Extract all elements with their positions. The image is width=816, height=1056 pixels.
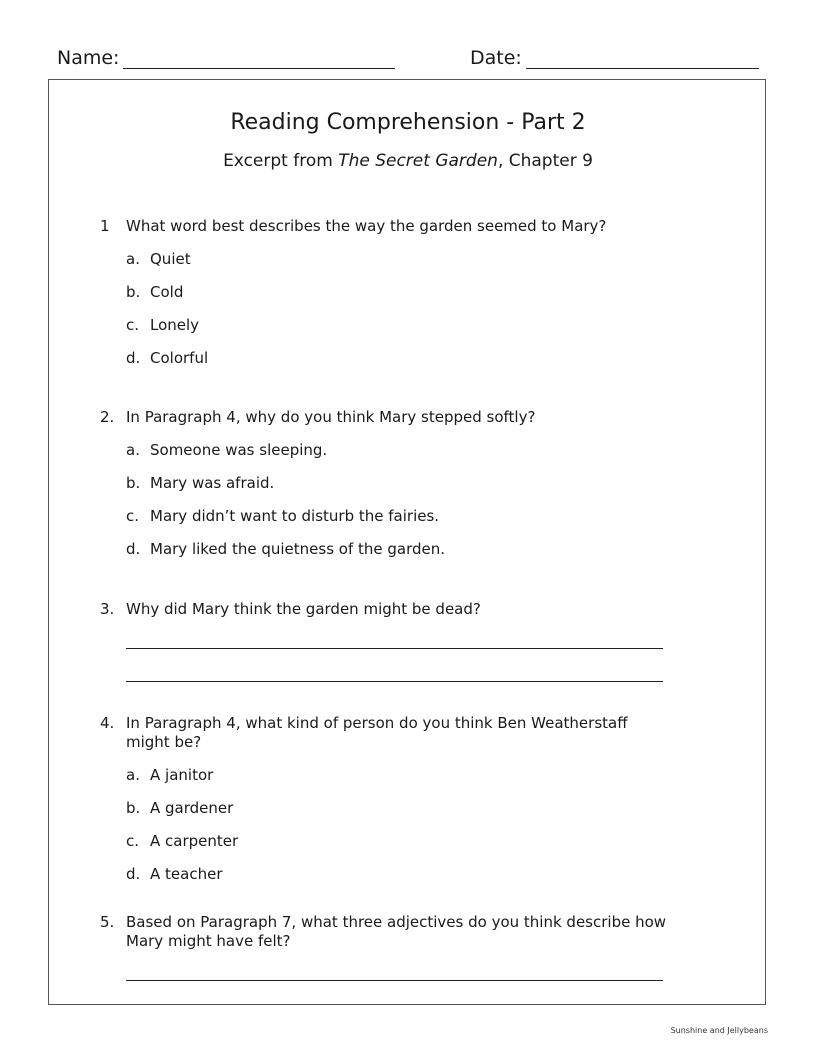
date-field [470, 47, 759, 69]
choice-letter: b. [126, 283, 141, 301]
choice-text: A teacher [150, 865, 223, 883]
choice-text: A gardener [150, 799, 234, 817]
choice-text: Mary didn’t want to disturb the fairies. [150, 507, 440, 525]
choice-1d[interactable] [126, 349, 208, 367]
subtitle-suffix: , Chapter 9 [497, 151, 593, 171]
page-subtitle [0, 151, 816, 171]
question-number: 4. [100, 714, 115, 732]
choice-text: Mary liked the quietness of the garden. [150, 540, 446, 558]
page-title: Reading Comprehension - Part 2 [230, 110, 586, 135]
question-text: In Paragraph 4, why do you think Mary stepped softly? [126, 408, 536, 426]
choice-2c[interactable] [126, 507, 439, 525]
choice-2a[interactable] [126, 441, 327, 459]
name-label: Name: [57, 47, 120, 69]
answer-line[interactable] [126, 648, 663, 649]
choice-1a[interactable] [126, 250, 191, 268]
choice-letter: a. [126, 250, 140, 268]
choice-letter: b. [126, 799, 141, 817]
choice-4b[interactable] [126, 799, 233, 817]
choice-text: Colorful [150, 349, 209, 367]
choice-1b[interactable] [126, 283, 183, 301]
choice-text: Lonely [150, 316, 200, 334]
name-blank[interactable] [123, 50, 395, 69]
question-1 [100, 217, 670, 236]
question-number: 5. [100, 913, 115, 931]
choice-letter: a. [126, 766, 140, 784]
choice-letter: a. [126, 441, 140, 459]
footer-credit: Sunshine and Jellybeans [670, 1026, 768, 1035]
question-text: Why did Mary think the garden might be dead? [126, 600, 481, 618]
answer-line[interactable] [126, 681, 663, 682]
date-label: Date: [470, 47, 522, 69]
choice-1c[interactable] [126, 316, 199, 334]
choice-2d[interactable] [126, 540, 445, 558]
choice-letter: d. [126, 540, 141, 558]
choice-text: Someone was sleeping. [150, 441, 328, 459]
choice-letter: c. [126, 507, 140, 525]
question-2 [100, 408, 670, 427]
choice-text: Cold [150, 283, 184, 301]
choice-text: A janitor [150, 766, 214, 784]
choice-letter: c. [126, 316, 140, 334]
question-3 [100, 600, 670, 619]
choice-letter: d. [126, 349, 141, 367]
question-number: 3. [100, 600, 115, 618]
choice-4d[interactable] [126, 865, 222, 883]
choice-letter: d. [126, 865, 141, 883]
choice-text: Quiet [150, 250, 191, 268]
question-4 [100, 714, 670, 752]
question-text: In Paragraph 4, what kind of person do you think Ben Weatherstaff might be? [126, 714, 628, 751]
choice-4c[interactable] [126, 832, 238, 850]
question-number: 1 [100, 217, 110, 235]
name-field [57, 47, 395, 69]
answer-line[interactable] [126, 980, 663, 981]
date-blank[interactable] [526, 50, 759, 69]
subtitle-prefix: Excerpt from [223, 151, 339, 171]
header [57, 47, 759, 71]
choice-text: A carpenter [150, 832, 239, 850]
choice-letter: c. [126, 832, 140, 850]
question-text: Based on Paragraph 7, what three adjectives do you think describe how Mary might have felt? [126, 913, 667, 950]
book-title: The Secret Garden [338, 151, 498, 171]
question-number: 2. [100, 408, 115, 426]
choice-2b[interactable] [126, 474, 274, 492]
question-text: What word best describes the way the garden seemed to Mary? [126, 217, 607, 235]
question-5 [100, 913, 670, 951]
choice-text: Mary was afraid. [150, 474, 275, 492]
choice-letter: b. [126, 474, 141, 492]
choice-4a[interactable] [126, 766, 213, 784]
